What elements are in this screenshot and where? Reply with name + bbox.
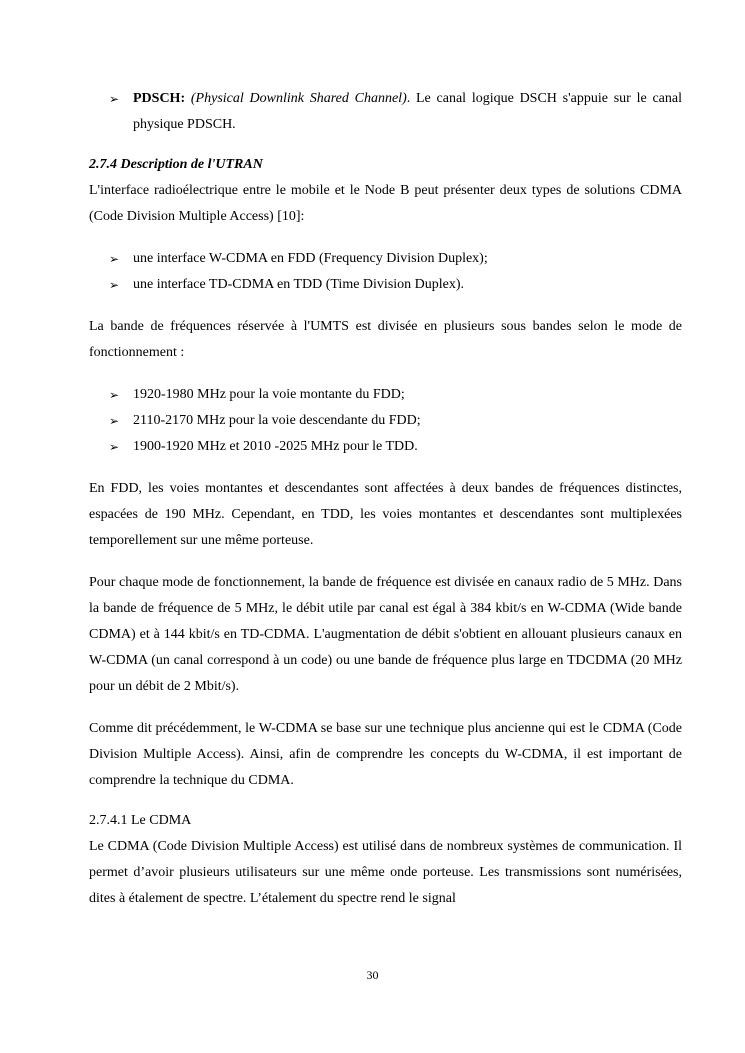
subsection-heading: 2.7.4.1 Le CDMA	[89, 813, 192, 828]
paragraph: L'interface radioélectrique entre le mobile et le Node B peut présenter deux types de solutions CDMA (Code Division Multiple Access) [10]:	[89, 183, 682, 224]
list-item: ➢ une interface TD-CDMA en TDD (Time Division Duplex).	[89, 272, 682, 298]
arrow-bullet-icon: ➢	[109, 92, 120, 106]
bullet-text: . Le canal logique DSCH s'appuie sur le canal physique PDSCH.	[133, 91, 682, 132]
paragraph: Pour chaque mode de fonctionnement, la bande de fréquence est divisée en canaux radio de 5 MHz. Dans la bande de fréquence de 5 MHz, le débit utile par canal est égal à 384 kbit/s en W-CDMA (Wide bande CDMA) et à 144 kbit/s en TD-CDMA. L'augmentation de débit s'obtient en allouant plusieurs canaux en W-CDMA (un canal correspond à un code) ou une bande de fréquence plus large en TDCDMA (20 MHz pour un débit de 2 Mbit/s).	[89, 575, 682, 694]
arrow-bullet-icon: ➢	[109, 252, 120, 266]
paragraph: Comme dit précédemment, le W-CDMA se base sur une technique plus ancienne qui est le CDMA (Code Division Multiple Access). Ainsi, afin de comprendre les concepts du W-CDMA, il est important de comprendre la technique du CDMA.	[89, 721, 682, 788]
arrow-bullet-icon: ➢	[109, 278, 120, 292]
list-item: ➢ 2110-2170 MHz pour la voie descendante du FDD;	[89, 408, 682, 434]
paragraph: Le CDMA (Code Division Multiple Access) est utilisé dans de nombreux systèmes de communication. Il permet d’avoir plusieurs utilisateurs sur une même onde porteuse. Les transmissions sont numérisées, dites à étalement de spectre. L’étalement du spectre rend le signal	[89, 839, 682, 906]
list-item: ➢ une interface W-CDMA en FDD (Frequency Division Duplex);	[89, 246, 682, 272]
page-number: 30	[366, 968, 379, 982]
list-item: ➢ 1900-1920 MHz et 2010 -2025 MHz pour le TDD.	[89, 434, 682, 460]
arrow-bullet-icon: ➢	[109, 440, 120, 454]
section-heading: 2.7.4 Description de l'UTRAN	[89, 157, 263, 172]
paragraph: En FDD, les voies montantes et descendantes sont affectées à deux bandes de fréquences distinctes, espacées de 190 MHz. Cependant, en TDD, les voies montantes et descendantes sont multiplexées temporellement sur une même porteuse.	[89, 481, 682, 548]
interface-bullet-list	[89, 246, 682, 298]
band-bullet-list	[89, 382, 682, 460]
bullet-term: PDSCH:	[133, 91, 186, 106]
arrow-bullet-icon: ➢	[109, 388, 120, 402]
paragraph: La bande de fréquences réservée à l'UMTS est divisée en plusieurs sous bandes selon le mode de fonctionnement :	[89, 319, 682, 360]
list-item: ➢ 1920-1980 MHz pour la voie montante du FDD;	[89, 382, 682, 408]
list-item	[89, 86, 682, 138]
pdsch-bullet-list	[89, 86, 682, 138]
bullet-italic: (Physical Downlink Shared Channel)	[190, 91, 407, 106]
page-content	[89, 86, 682, 912]
arrow-bullet-icon: ➢	[109, 414, 120, 428]
